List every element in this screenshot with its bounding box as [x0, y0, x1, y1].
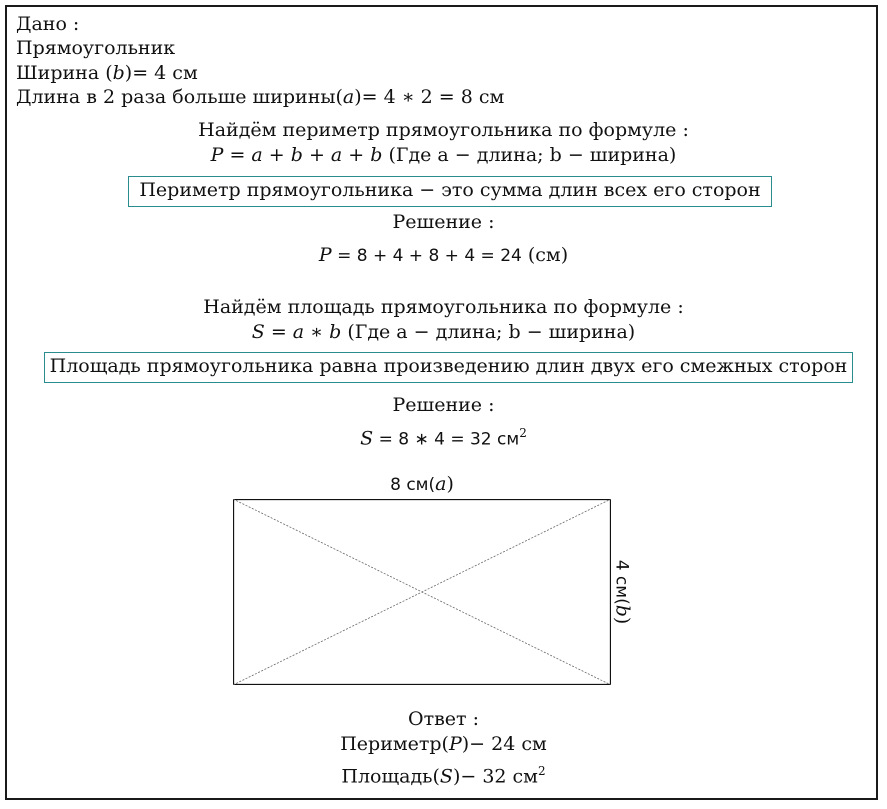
given-shape: Прямоугольник [16, 37, 176, 59]
perimeter-solution-label: Решение : [392, 211, 495, 233]
area-solution: S = 8 ∗ 4 = 32 $см^2$ [360, 426, 527, 450]
area-intro: Найдём площадь прямоугольника по формуле : [203, 296, 684, 318]
area-solution-label: Решение : [392, 394, 495, 416]
area-formula: S = a ∗ b (Где a − длина; b − ширина) [251, 321, 636, 343]
given-length: Длина в 2 раза больше ширины(a)= 4 ∗ 2 = 8 см [16, 86, 505, 108]
area-definition-box: Площадь прямоугольника равна произведению длин двух его смежных сторон [44, 352, 853, 383]
diagram-side-label: 4 см(b) [611, 559, 634, 625]
given-width: Ширина (b)= 4 см [16, 62, 198, 84]
perimeter-solution: P = 8 + 4 + 8 + 4 = 24 (см) [318, 244, 569, 266]
answer-area: Площадь(S)− 32 $см^2$ [341, 764, 546, 788]
answer-perimeter: Периметр(P)− 24 см [340, 733, 547, 755]
diagram-top-label: 8 см(a) [390, 473, 454, 495]
rectangle-diagram [233, 499, 611, 685]
perimeter-definition-box: Периметр прямоугольника − это сумма длин всех его сторон [128, 176, 772, 207]
answer-heading: Ответ : [408, 708, 479, 730]
perimeter-intro: Найдём периметр прямоугольника по формуле : [198, 119, 689, 141]
given-heading: Дано : [16, 13, 80, 35]
perimeter-formula: P = a + b + a + b (Где a − длина; b − ширина) [210, 144, 677, 166]
